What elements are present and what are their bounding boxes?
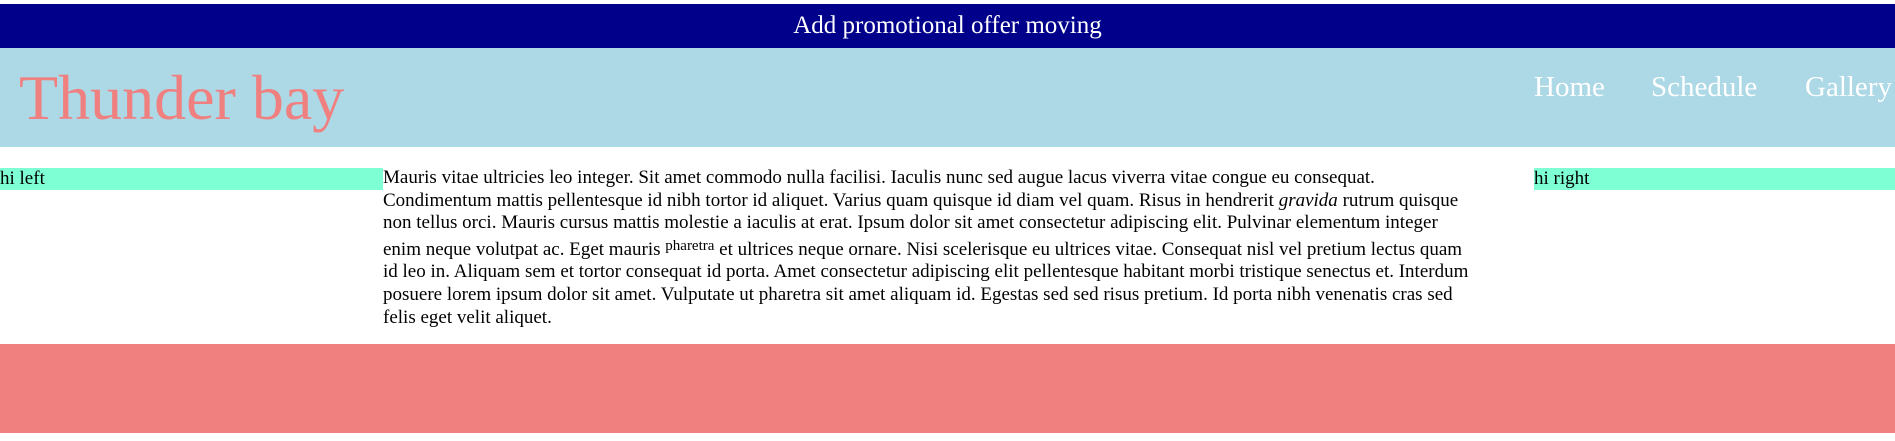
nav-link-schedule[interactable]: Schedule [1651,71,1758,103]
content-line: posuere lorem ipsum dolor sit amet. Vulputate ut pharetra sit amet aliquam id. Egestas sed sed risus pretium. Id porta nibh venenatis cras sed [383,283,1453,305]
left-sidebar-text: hi left [0,168,45,189]
content-line: enim neque volutpat ac. Eget mauris $^{pharetra}$ et ultrices neque ornare. Nisi scelerisque eu ultrices vitae. Consequat nisl vel pretium lectus quam [383,237,1463,260]
main-content [383,167,1531,329]
right-sidebar-text: hi right [1534,168,1590,189]
content-line: id leo in. Aliquam sem et tortor consequat id porta. Amet consectetur adipiscing elit pellentesque habitant morbi tristique senectus et. Interdum [383,261,1469,283]
superscript-pharetra: pharetra [665,237,715,254]
content-line: non tellus orci. Mauris cursus mattis molestie a iaculis at erat. Ipsum dolor sit amet consectetur adipiscing elit. Pulvinar elementum integer [383,212,1438,234]
content-line: Mauris vitae ultricies leo integer. Sit amet commodo nulla facilisi. Iaculis nunc sed augue lacus viverra vitae congue eu consequat. [383,167,1375,188]
right-sidebar [1534,168,1895,190]
promo-banner [0,4,1895,48]
site-footer [0,344,1895,433]
site-header [0,48,1895,147]
left-sidebar [0,168,383,190]
site-title: Thunder bay [19,62,345,133]
promo-text: Add promotional offer moving [793,12,1102,39]
emphasis-gravida: gravida [1278,189,1338,211]
nav-link-gallery[interactable]: Gallery [1805,71,1892,103]
content-line: felis eget velit aliquet. [383,306,552,328]
nav-link-home[interactable]: Home [1534,71,1605,103]
content-line: Condimentum mattis pellentesque id nibh tortor id aliquet. Varius quam quisque id diam vel quam. Risus in hendrerit gravida rutrum quisque [383,189,1459,211]
